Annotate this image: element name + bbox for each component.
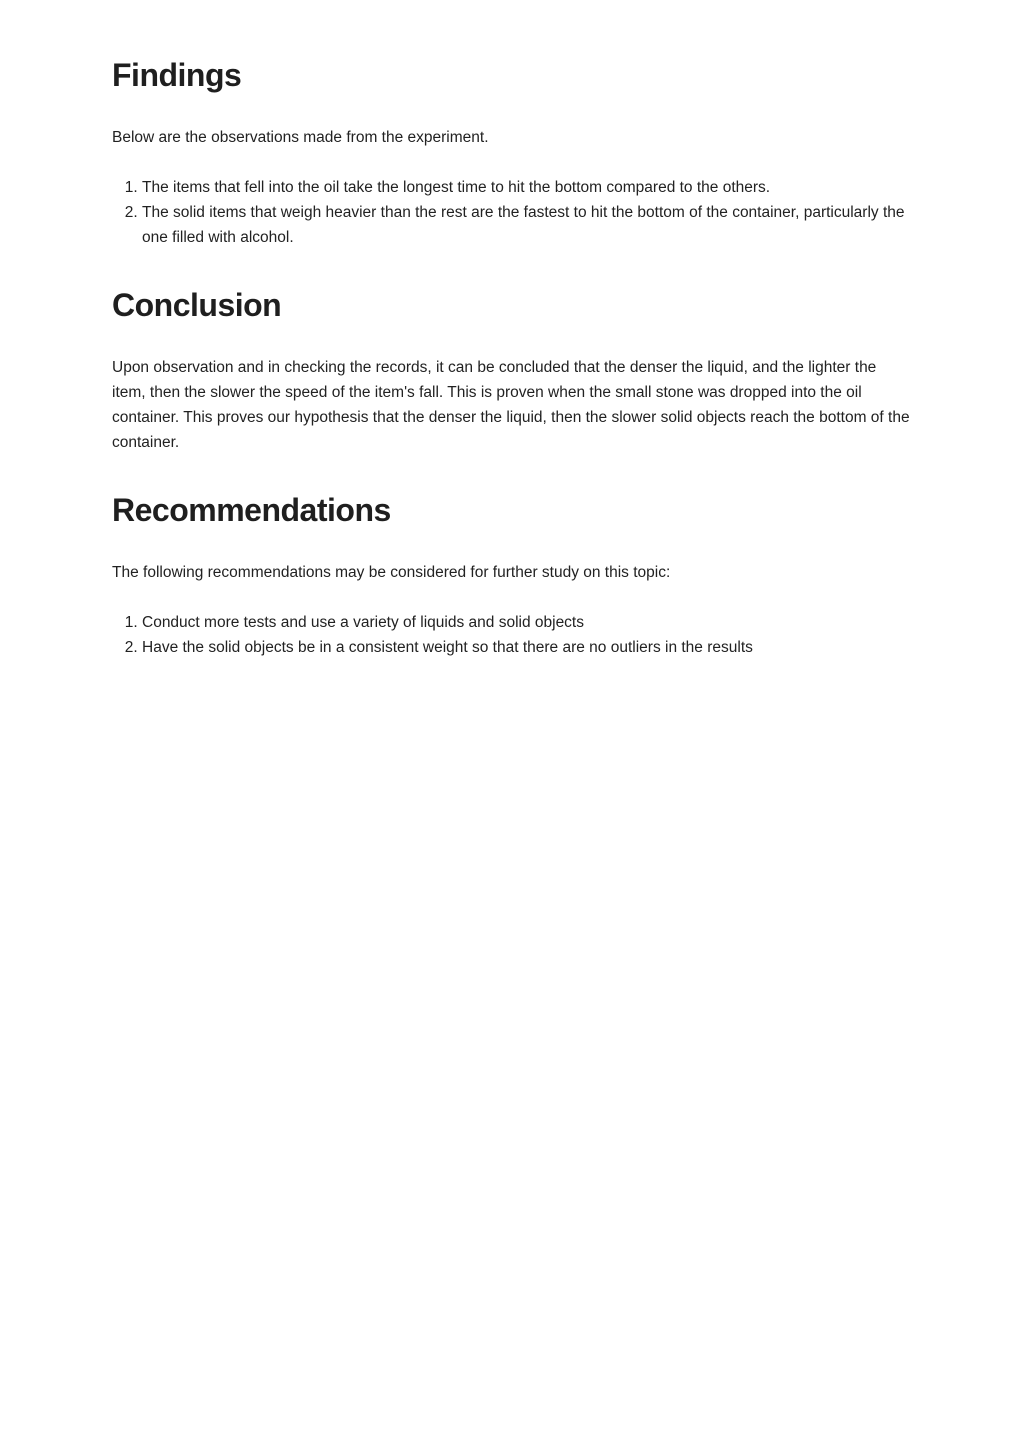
conclusion-heading: Conclusion [112,287,282,323]
findings-list [112,175,910,250]
list-item: 1. Conduct more tests and use a variety of liquids and solid objects [142,610,910,635]
list-item: 2. Have the solid objects be in a consistent weight so that there are no outliers in the results [142,635,910,660]
findings-heading: Findings [112,57,242,93]
document-page [112,55,910,660]
list-item: 1. The items that fell into the oil take the longest time to hit the bottom compared to the others. [142,175,910,200]
findings-intro: Below are the observations made from the experiment. [112,129,489,146]
recommendations-list [112,610,910,660]
conclusion-text: Upon observation and in checking the records, it can be concluded that the denser the liquid, and the lighter the item, then the slower the speed of the item's fall. This is proven when the small stone was dropped into the oil container. This proves our hypothesis that the denser the liquid, then the slower solid objects reach the bottom of the container. [112,359,910,451]
list-item: 2. The solid items that weigh heavier than the rest are the fastest to hit the bottom of the container, particularly the one filled with alcohol. [142,200,910,250]
recommendations-intro: The following recommendations may be considered for further study on this topic: [112,564,671,581]
recommendations-heading: Recommendations [112,492,391,528]
